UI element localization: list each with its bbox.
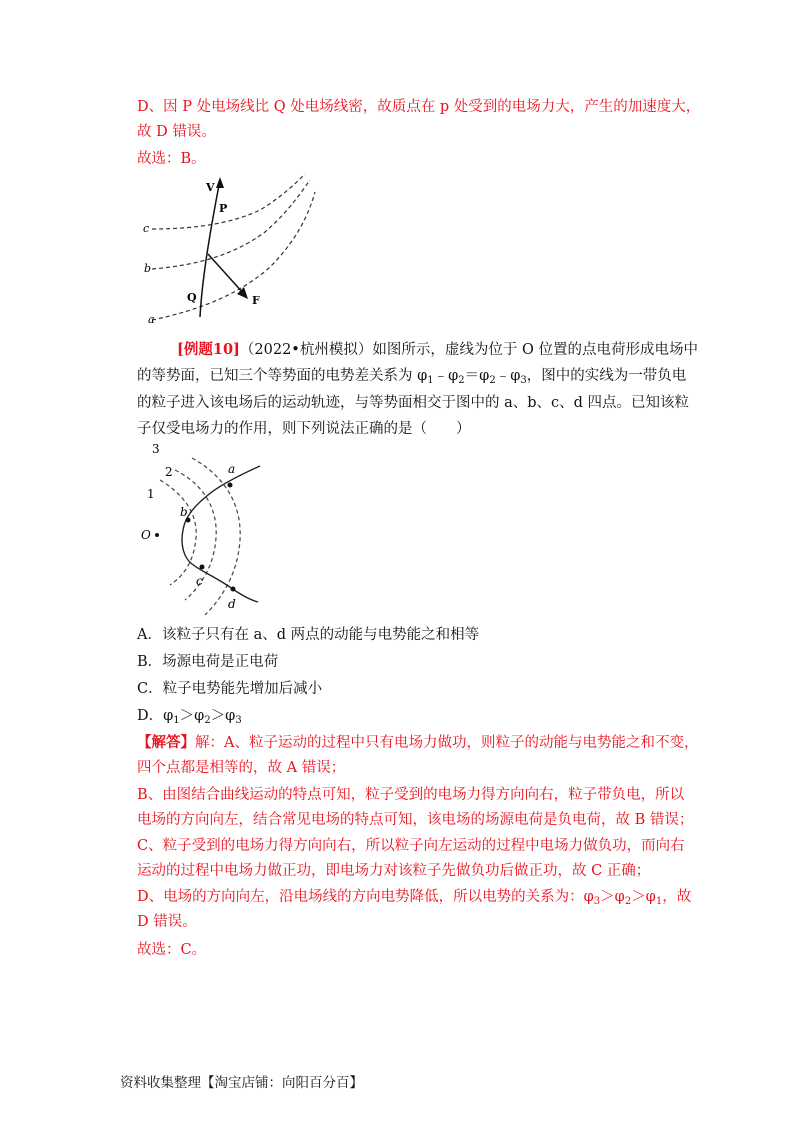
field-line-a [152,192,315,320]
example10-line3: 的粒子进入该电场后的运动轨迹，与等势面相交于图中的 a、b、c、d 四点。已知该粒 [137,395,690,411]
prev-solution-d-line2: 故 D 错误。 [137,124,216,140]
option-d-sub: 3 [235,715,242,726]
solution-line7-a: D、电场的方向向左，沿电场线的方向电势降低，所以电势的关系为：φ [137,889,594,905]
option-d [137,706,242,731]
solution-line1-text: 解：A、粒子运动的过程中只有电场力做功，则粒子的动能与电势能之和不变， [195,735,699,751]
solution-line7-c: ＞φ [631,889,656,905]
label-c: c [143,222,150,235]
point-d [231,587,236,592]
point-o [155,533,159,537]
option-d-gt: ＞φ [179,708,205,724]
solution-line7-b: ＞φ [600,889,625,905]
label-v: V [206,181,215,194]
point-a [228,483,233,488]
example10-line4: 子仅受电场力的作用，则下列说法正确的是（ ） [137,421,471,437]
solution-line6: 运动的过程中电场力做正功，即电场力对该粒子先做负功后做正功，故 C 正确； [137,863,651,879]
solution-line3: B、由图结合曲线运动的特点可知，粒子受到的电场力得方向向右，粒子带负电，所以 [137,787,685,803]
trajectory-curve [200,180,220,317]
velocity-arrowhead [216,177,224,188]
equipotential-1 [160,480,196,585]
page-footer: 资料收集整理【淘宝店铺：向阳百分百】 [120,1075,363,1091]
solution-line4: 电场的方向向左，结合常见电场的特点可知，该电场的场源电荷是负电荷，故 B 错误； [137,812,694,828]
prev-solution-d-line1: D、因 P 处电场线比 Q 处电场线密，故质点在 p 处受到的电场力大，产生的加速度大， [137,99,701,115]
label-p: P [219,202,228,215]
solution-sub: 1 [655,896,663,907]
example-tag: [例题10] [177,341,240,358]
solution-answer: 故选：C。 [137,942,207,958]
example10-line2 [137,366,686,391]
example10-line1 [177,340,698,360]
solution-sub: 2 [624,896,632,907]
eq-sub: 3 [520,375,527,386]
option-d-gt: ＞φ [210,708,236,724]
figure-field-lines [140,172,320,327]
label-point-d: d [228,597,236,611]
eq-sub: 1 [427,375,434,386]
option-a: A．该粒子只有在 a、d 两点的动能与电势能之和相等 [137,627,480,643]
solution-line5: C、粒子受到的电场力得方向向右，所以粒子向左运动的过程中电场力做负功，而向右 [137,838,685,854]
option-b: B．场源电荷是正电荷 [137,654,279,670]
label-2: 2 [165,465,173,479]
option-c: C．粒子电势能先增加后减小 [137,681,323,697]
label-3: 3 [152,442,160,456]
label-point-b: b [180,505,188,519]
field-line-c [152,174,305,229]
prev-answer: 故选：B。 [137,151,206,167]
solution-sub: 3 [593,896,601,907]
label-1: 1 [147,487,155,501]
option-d-sub: 2 [204,715,211,726]
eq-part-e: ，图中的实线为一带负电 [526,368,687,384]
solution-line2: 四个点都是相等的，故 A 错误； [137,760,346,776]
option-d-sub: 1 [173,715,180,726]
example10-line1-text: （2022•杭州模拟）如图所示，虚线为位于 O 位置的点电荷形成电场中 [239,342,698,358]
label-f: F [252,294,260,307]
label-point-c: c [196,574,203,588]
option-d-prefix: D．φ [137,708,174,724]
label-point-a: a [228,462,236,476]
figure-equipotential [130,440,270,620]
label-b: b [144,262,152,275]
point-c [200,565,205,570]
field-line-b [152,180,310,269]
solution-line8: D 错误。 [137,914,197,930]
eq-part-c: ＝φ [464,368,490,384]
label-a: a [148,313,155,326]
eq-sub: 2 [489,375,496,386]
eq-sub: 2 [458,375,465,386]
force-arrow-line [208,254,244,294]
label-o: O [141,528,151,542]
eq-part-b: ﹣φ [433,368,459,384]
eq-part-d: ﹣φ [495,368,521,384]
solution-line7-d: ，故 [662,889,692,905]
solution-line1 [137,733,698,753]
eq-part-a: 的等势面，已知三个等势面的电势差关系为 φ [137,368,428,384]
solution-head: 【解答】 [137,734,195,751]
solution-line7 [137,887,691,912]
particle-trajectory [182,466,260,602]
label-q: Q [187,291,197,304]
